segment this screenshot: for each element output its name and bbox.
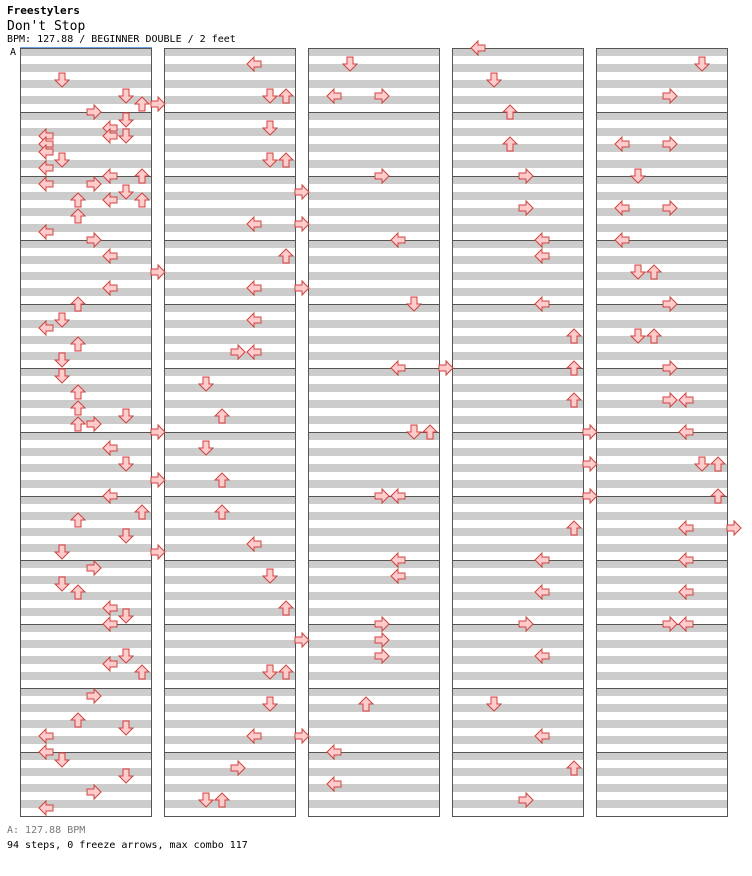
beat-band	[596, 736, 728, 744]
beat-band	[596, 336, 728, 344]
beat-band	[308, 384, 440, 392]
beat-band	[164, 784, 296, 792]
beat-band	[164, 752, 296, 760]
beat-band	[164, 464, 296, 472]
song-title: Don't Stop	[7, 19, 86, 34]
beat-band	[452, 160, 584, 168]
beat-band	[164, 736, 296, 744]
beat-band	[164, 224, 296, 232]
beat-band	[596, 288, 728, 296]
beat-band	[452, 80, 584, 88]
beat-band	[308, 192, 440, 200]
beat-band	[164, 720, 296, 728]
beat-band	[596, 176, 728, 184]
beat-band	[20, 480, 152, 488]
beat-band	[452, 224, 584, 232]
beat-band	[452, 256, 584, 264]
beat-band	[452, 624, 584, 632]
beat-band	[452, 176, 584, 184]
beat-band	[452, 720, 584, 728]
step-arrow-r	[583, 489, 597, 503]
beat-band	[308, 528, 440, 536]
beat-band	[308, 80, 440, 88]
beat-band	[164, 272, 296, 280]
beat-band	[308, 592, 440, 600]
beat-band	[164, 384, 296, 392]
beat-band	[308, 64, 440, 72]
beat-band	[164, 448, 296, 456]
beat-band	[452, 272, 584, 280]
beat-band	[164, 256, 296, 264]
beat-band	[452, 320, 584, 328]
beat-band	[452, 368, 584, 376]
beat-band	[452, 672, 584, 680]
beat-band	[596, 608, 728, 616]
beat-band	[164, 480, 296, 488]
beat-band	[596, 224, 728, 232]
beat-band	[596, 112, 728, 120]
beat-band	[164, 624, 296, 632]
beat-band	[308, 560, 440, 568]
beat-band	[164, 64, 296, 72]
beat-band	[308, 112, 440, 120]
beat-band	[20, 80, 152, 88]
beat-band	[164, 336, 296, 344]
beat-band	[164, 640, 296, 648]
beat-band	[20, 768, 152, 776]
beat-band	[164, 592, 296, 600]
beat-band	[20, 64, 152, 72]
beat-band	[596, 384, 728, 392]
beat-band	[164, 432, 296, 440]
beat-band	[452, 512, 584, 520]
beat-band	[308, 272, 440, 280]
beat-band	[164, 560, 296, 568]
beat-band	[20, 672, 152, 680]
beat-band	[452, 784, 584, 792]
beat-band	[596, 640, 728, 648]
beat-band	[20, 784, 152, 792]
beat-band	[20, 528, 152, 536]
beat-band	[452, 544, 584, 552]
beat-band	[20, 48, 152, 56]
step-arrow-r	[151, 473, 165, 487]
beat-band	[164, 544, 296, 552]
beat-band	[20, 496, 152, 504]
beat-band	[596, 448, 728, 456]
beat-band	[20, 512, 152, 520]
beat-band	[164, 320, 296, 328]
beat-band	[20, 288, 152, 296]
beat-band	[452, 416, 584, 424]
chart-column	[596, 48, 728, 817]
beat-band	[452, 304, 584, 312]
chart-column	[20, 48, 152, 817]
beat-band	[452, 288, 584, 296]
beat-band	[308, 576, 440, 584]
step-arrow-r	[151, 97, 165, 111]
beat-band	[452, 736, 584, 744]
beat-band	[164, 656, 296, 664]
beat-band	[308, 336, 440, 344]
beat-band	[452, 656, 584, 664]
beat-band	[452, 464, 584, 472]
beat-band	[596, 160, 728, 168]
beat-band	[596, 656, 728, 664]
beat-band	[20, 688, 152, 696]
step-arrow-r	[439, 361, 453, 375]
beat-band	[452, 752, 584, 760]
beat-band	[452, 528, 584, 536]
beat-band	[596, 192, 728, 200]
beat-band	[20, 720, 152, 728]
beat-band	[164, 144, 296, 152]
beat-band	[596, 320, 728, 328]
beat-band	[452, 208, 584, 216]
beat-band	[164, 800, 296, 808]
step-arrow-r	[295, 217, 309, 231]
beat-band	[164, 352, 296, 360]
step-arrow-r	[295, 281, 309, 295]
beat-band	[164, 368, 296, 376]
beat-band	[20, 368, 152, 376]
beat-band	[596, 576, 728, 584]
beat-band	[596, 544, 728, 552]
beat-band	[308, 704, 440, 712]
step-arrow-r	[727, 521, 741, 535]
beat-band	[308, 688, 440, 696]
beat-band	[308, 48, 440, 56]
beat-band	[452, 496, 584, 504]
beat-band	[164, 768, 296, 776]
beat-band	[596, 128, 728, 136]
beat-band	[308, 416, 440, 424]
chart-column	[164, 48, 296, 817]
step-arrow-r	[151, 545, 165, 559]
beat-band	[452, 592, 584, 600]
song-artist: Freestylers	[7, 4, 80, 17]
beat-band	[452, 240, 584, 248]
beat-band	[164, 176, 296, 184]
beat-band	[20, 576, 152, 584]
beat-band	[452, 128, 584, 136]
beat-band	[452, 448, 584, 456]
beat-band	[308, 352, 440, 360]
beat-band	[596, 768, 728, 776]
beat-band	[20, 352, 152, 360]
beat-band	[20, 304, 152, 312]
beat-band	[596, 416, 728, 424]
beat-band	[20, 640, 152, 648]
beat-band	[164, 240, 296, 248]
beat-band	[164, 80, 296, 88]
beat-band	[452, 800, 584, 808]
beat-band	[596, 352, 728, 360]
beat-band	[308, 672, 440, 680]
beat-band	[596, 432, 728, 440]
beat-band	[308, 720, 440, 728]
beat-band	[596, 800, 728, 808]
beat-band	[20, 400, 152, 408]
beat-band	[164, 400, 296, 408]
beat-band	[164, 192, 296, 200]
beat-band	[164, 416, 296, 424]
beat-band	[452, 576, 584, 584]
beat-band	[452, 64, 584, 72]
beat-band	[308, 480, 440, 488]
beat-band	[596, 512, 728, 520]
beat-band	[20, 608, 152, 616]
chart-meta: BPM: 127.88 / BEGINNER DOUBLE / 2 feet	[7, 34, 236, 45]
beat-band	[596, 560, 728, 568]
beat-band	[596, 400, 728, 408]
beat-band	[164, 208, 296, 216]
beat-band	[20, 592, 152, 600]
step-arrow-r	[151, 265, 165, 279]
beat-band	[164, 528, 296, 536]
step-arrow-r	[583, 457, 597, 471]
beat-band	[20, 336, 152, 344]
beat-band	[308, 464, 440, 472]
beat-band	[452, 480, 584, 488]
beat-band	[596, 496, 728, 504]
beat-band	[596, 368, 728, 376]
beat-band	[20, 112, 152, 120]
beat-band	[452, 688, 584, 696]
beat-band	[308, 448, 440, 456]
beat-band	[164, 112, 296, 120]
beat-band	[308, 608, 440, 616]
step-arrow-r	[583, 425, 597, 439]
beat-band	[308, 144, 440, 152]
beat-band	[20, 560, 152, 568]
beat-band	[596, 48, 728, 56]
step-arrow-r	[151, 425, 165, 439]
beat-band	[452, 384, 584, 392]
beat-band	[308, 512, 440, 520]
beat-band	[452, 704, 584, 712]
chart-column	[452, 48, 584, 817]
beat-band	[452, 432, 584, 440]
beat-band	[452, 144, 584, 152]
beat-band	[164, 48, 296, 56]
beat-band	[308, 128, 440, 136]
bpm-marker-label: A	[10, 47, 17, 58]
beat-band	[452, 400, 584, 408]
beat-band	[596, 304, 728, 312]
beat-band	[20, 704, 152, 712]
beat-band	[308, 768, 440, 776]
beat-band	[596, 688, 728, 696]
step-arrow-r	[295, 185, 309, 199]
beat-band	[596, 80, 728, 88]
beat-band	[164, 512, 296, 520]
beat-band	[596, 272, 728, 280]
beat-band	[308, 176, 440, 184]
beat-band	[308, 544, 440, 552]
beat-band	[20, 448, 152, 456]
beat-band	[308, 624, 440, 632]
beat-band	[452, 96, 584, 104]
beat-band	[164, 288, 296, 296]
beat-band	[452, 192, 584, 200]
beat-band	[308, 240, 440, 248]
beat-band	[164, 688, 296, 696]
beat-band	[452, 336, 584, 344]
beat-band	[20, 272, 152, 280]
beat-band	[308, 640, 440, 648]
beat-band	[452, 560, 584, 568]
beat-band	[20, 240, 152, 248]
beat-band	[596, 752, 728, 760]
beat-band	[596, 528, 728, 536]
beat-band	[596, 480, 728, 488]
beat-band	[596, 704, 728, 712]
step-arrow-r	[295, 633, 309, 647]
beat-band	[164, 496, 296, 504]
beat-band	[308, 160, 440, 168]
chart-summary: 94 steps, 0 freeze arrows, max combo 117	[7, 840, 248, 851]
beat-band	[596, 624, 728, 632]
beat-band	[20, 256, 152, 264]
beat-band	[308, 400, 440, 408]
bpm-legend: A: 127.88 BPM	[7, 825, 86, 836]
beat-band	[308, 208, 440, 216]
beat-band	[452, 768, 584, 776]
beat-band	[596, 592, 728, 600]
beat-band	[452, 352, 584, 360]
beat-band	[20, 432, 152, 440]
beat-band	[596, 96, 728, 104]
step-arrow-r	[295, 729, 309, 743]
beat-band	[20, 384, 152, 392]
beat-band	[308, 224, 440, 232]
beat-band	[164, 608, 296, 616]
beat-band	[308, 800, 440, 808]
beat-band	[308, 368, 440, 376]
beat-band	[596, 720, 728, 728]
beat-band	[308, 496, 440, 504]
beat-band	[308, 320, 440, 328]
beat-band	[20, 544, 152, 552]
beat-band	[452, 608, 584, 616]
beat-band	[20, 208, 152, 216]
beat-band	[596, 672, 728, 680]
beat-band	[308, 288, 440, 296]
beat-band	[452, 640, 584, 648]
beat-band	[164, 304, 296, 312]
beat-band	[596, 784, 728, 792]
beat-band	[308, 656, 440, 664]
beat-band	[308, 256, 440, 264]
beat-band	[596, 256, 728, 264]
beat-band	[308, 736, 440, 744]
beat-band	[20, 624, 152, 632]
beat-band	[452, 112, 584, 120]
